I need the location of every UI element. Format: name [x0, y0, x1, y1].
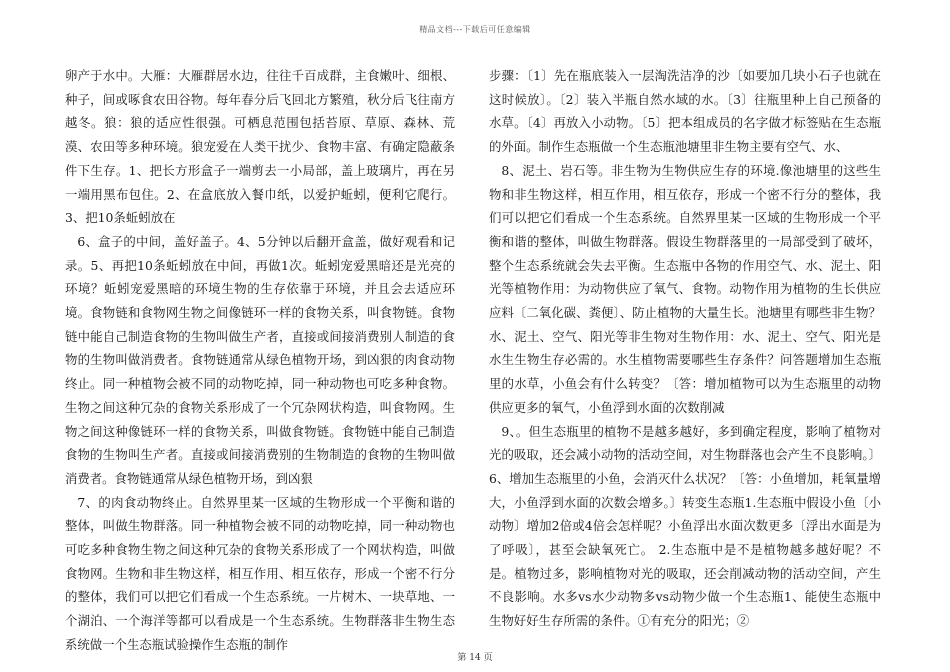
right-column	[489, 64, 881, 633]
left-column	[65, 64, 455, 657]
page-number: 第 14 页	[457, 653, 493, 663]
paragraph: 9、。但生态瓶里的植物不是越多越好，多到确定程度，影响了植物对光的吸取，还会减小动物的活动空间，对生物群落也会产生不良影响。〕6、增加生态瓶里的小鱼，会消灭什么状况？〔答：小鱼增加，耗氧量增大，小鱼浮到水面的次数会增多。〕转变生态瓶1.生态瓶中假设小鱼〔小动物〕增加2倍或4倍会怎样呢？小鱼浮出水面次数更多〔浮出水面是为了呼吸〕，甚至会缺氧死亡。 2.生态瓶中是不是植物越多越好呢？不是。植物过多，影响植物对光的吸取，还会削减动物的活动空间，产生不良影响。水多vs水少动物多vs动物少做一个生态瓶1、能使生态瓶中生物好好生存所需的条件。①有充分的阳光；②	[489, 423, 881, 629]
paragraph: 6、盒子的中间，盖好盖子。4、5分钟以后翻开盒盖，做好观看和记录。5、再把10条蚯蚓放在中间，再做1次。蚯蚓宠爱黑暗还是光亮的环境？蚯蚓宠爱黑暗的环境生物的生存依靠于环境，并且会去适应环境。食物链和食物网生物之间像链环一样的食物关系，叫食物链。食物链中能自己制造食物的生物叫做生产者，直接或间接消费别人制造的食物的生物叫做消费者。食物链通常从绿色植物开场，到凶狠的肉食动物终止。同一种植物会被不同的动物吃掉，同一种动物也可吃多种食物。生物之间这种冗杂的食物关系形成了一个冗杂网状构造，叫食物网。生物之间这种像链环一样的食物关系，叫做食物链。食物链中能自己制造食物的生物叫生产者。直接或间接消费别的生物制造的食物的生物叫做消费者。食物链通常从绿色植物开场，到凶狠	[65, 233, 455, 486]
paragraph: 步骤：〔1〕先在瓶底装入一层淘洗洁净的沙〔如要加几块小石子也就在这时候放〕。〔2〕装入半瓶自然水域的水。〔3〕往瓶里种上自己预备的水草。〔4〕再放入小动物。〔5〕把本组成员的名字做才标签贴在生态瓶的外面。制作生态瓶做一个生态瓶池塘里非生物主要有空气、水、	[489, 68, 881, 155]
paragraph: 卵产于水中。大雁：大雁群居水边，往往千百成群，主食嫩叶、细根、种子，间或啄食农田谷物。每年春分后飞回北方繁殖，秋分后飞往南方越冬。狼：狼的适应性很强。可栖息范围包括苔原、草原、森林、荒漠、农田等多种环境。狼宠爱在人类干扰少、食物丰富、有确定隐蔽条件下生存。1、把长方形盒子一端剪去一小局部，盖上玻璃片，再在另一端用黑布包住。2、在盒底放入餐巾纸，以爱护蚯蚓，便利它爬行。3、把10条蚯蚓放在	[65, 68, 455, 226]
paragraph: 8、泥土、岩石等。非生物为生物供应生存的环境.像池塘里的这些生物和非生物这样，相互作用，相互依存，形成一个密不行分的整体，我们可以把它们看成一个生态系统。自然界里某一区域的生物形成一个平衡和谐的整体，叫做生物群落。假设生物群落里的一局部受到了破坏，整个生态系统就会失去平衡。生态瓶中各物的作用空气、水、泥土、阳光等植物作用：为动物供应了氧气、食物。动物作用为植物的生长供应应料〔二氧化碳、粪便〕、防止植物的大量生长。池塘里有哪些非生物？水、泥土、空气、阳光等非生物对生物作用：水、泥土、空气、阳光是水生生物生存必需的。水生植物需要哪些生存条件？问答题增加生态瓶里的水草，小鱼会有什么转变？〔答：增加植物可以为生态瓶里的动物供应更多的氧气，小鱼浮到水面的次数削减	[489, 162, 881, 415]
paragraph: 7、的肉食动物终止。自然界里某一区域的生物形成一个平衡和谐的整体，叫做生物群落。同一种植物会被不同的动物吃掉，同一种动物也可吃多种食物生物之间这种冗杂的食物关系形成了一个网状构造，叫做食物网。生物和非生物这样，相互作用、相互依存，形成一个密不行分的整体，我们可以把它们看成一个生态系统。一片树木、一块草地、一个湖泊、一个海洋等都可以看成是一个生态系统。生物群落非生物生态系统做一个生态瓶试验操作生态瓶的制作	[65, 494, 455, 652]
page-header: 精品文档---下载后可任意编辑	[419, 25, 531, 34]
